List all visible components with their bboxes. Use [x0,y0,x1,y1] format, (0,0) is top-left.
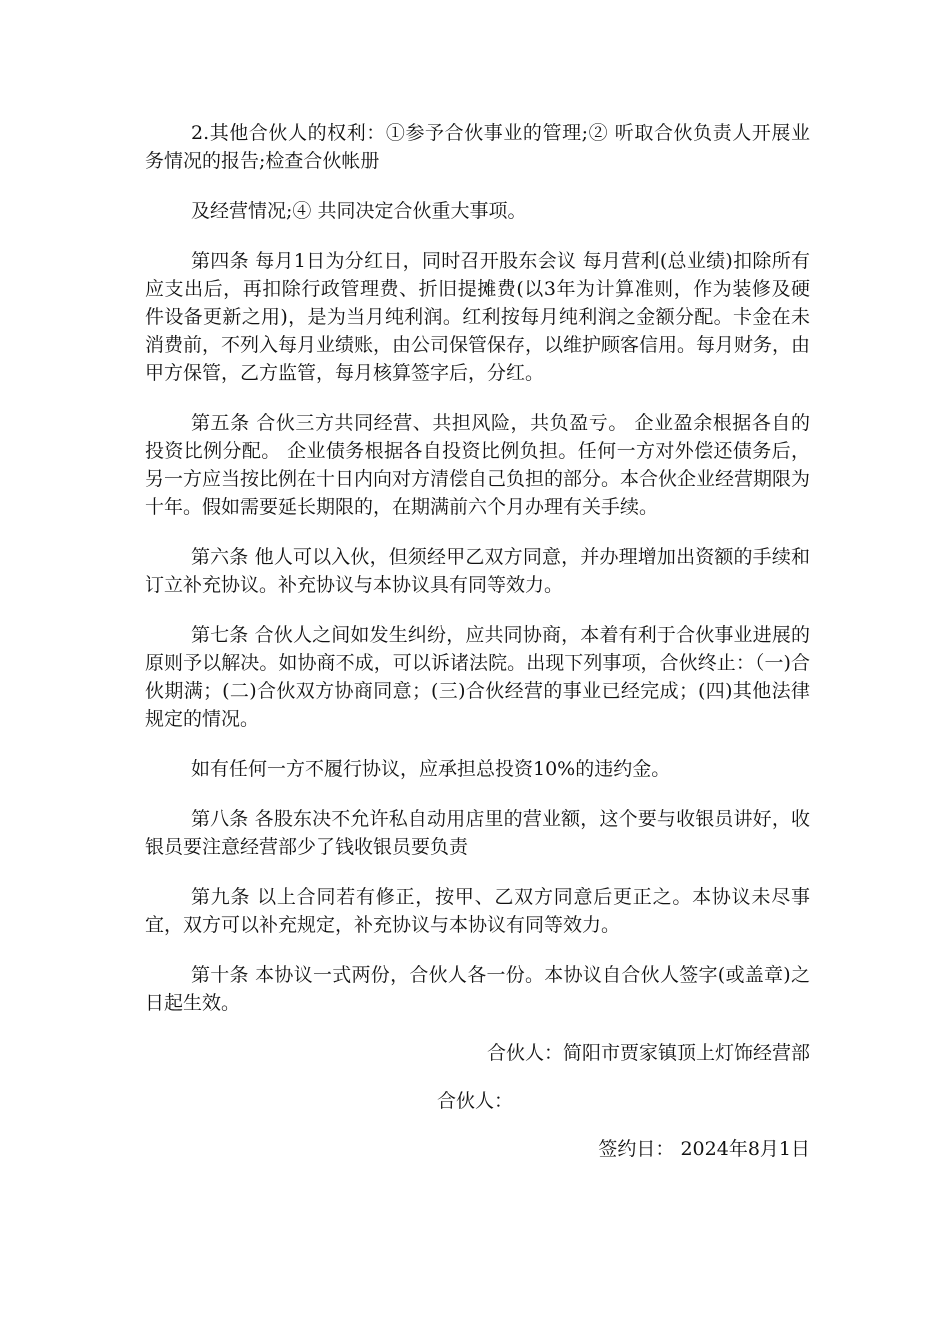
paragraph-partner-rights-cont: 及经营情况;④ 共同决定合伙重大事项。 [191,200,527,222]
paragraph-article-6: 第六条 他人可以入伙，但须经甲乙双方同意，并办理增加出资额的手续和订立补充协议。补充协议与本协议具有同等效力。 [145,546,810,596]
paragraph-article-4: 第四条 每月1日为分红日，同时召开股东会议 每月营利(总业绩)扣除所有应支出后，再扣除行政管理费、折旧提摊费(以3年为计算准则，作为装修及硬件设备更新之用)，是为当月纯利润。红利按每月纯利润之金额分配。卡金在未消费前，不列入每月业绩账，由公司保管保存，以维护顾客信用。每月财务，由甲方保管，乙方监管，每月核算签字后，分红。 [145,250,811,384]
paragraph-article-7: 第七条 合伙人之间如发生纠纷，应共同协商，本着有利于合伙事业进展的原则予以解决。如协商不成，可以诉诸法院。出现下列事项，合伙终止：（一)合伙期满；(二)合伙双方协商同意；(三)合伙经营的事业已经完成；(四)其他法律规定的情况。 [145,624,810,730]
paragraph-article-8: 第八条 各股东决不允许私自动用店里的营业额，这个要与收银员讲好，收银员要注意经营部少了钱收银员要负责 [145,808,810,858]
signature-partner-2: 合伙人： [437,1090,514,1112]
paragraph-article-10: 第十条 本协议一式两份，合伙人各一份。本协议自合伙人签字(或盖章)之日起生效。 [145,964,810,1014]
signature-date: 签约日： 2024年8月1日 [598,1138,810,1160]
signature-partner-1: 合伙人：简阳市贾家镇顶上灯饰经营部 [486,1042,810,1064]
document-body [145,119,810,1163]
paragraph-article-9: 第九条 以上合同若有修正，按甲、乙双方同意后更正之。本协议未尽事宜，双方可以补充规定，补充协议与本协议有同等效力。 [145,886,810,936]
paragraph-article-5: 第五条 合伙三方共同经营、共担风险，共负盈亏。 企业盈余根据各自的投资比例分配。 企业债务根据各自投资比例负担。任何一方对外偿还债务后，另一方应当按比例在十日内向对方清偿自己负担的部分。本合伙企业经营期限为十年。假如需要延长期限的，在期满前六个月办理有关手续。 [145,412,811,518]
paragraph-penalty: 如有任何一方不履行协议，应承担总投资10%的违约金。 [191,758,671,780]
paragraph-partner-rights: 2.其他合伙人的权利：①参予合伙事业的管理;② 听取合伙负责人开展业务情况的报告;检查合伙帐册 [145,122,810,172]
